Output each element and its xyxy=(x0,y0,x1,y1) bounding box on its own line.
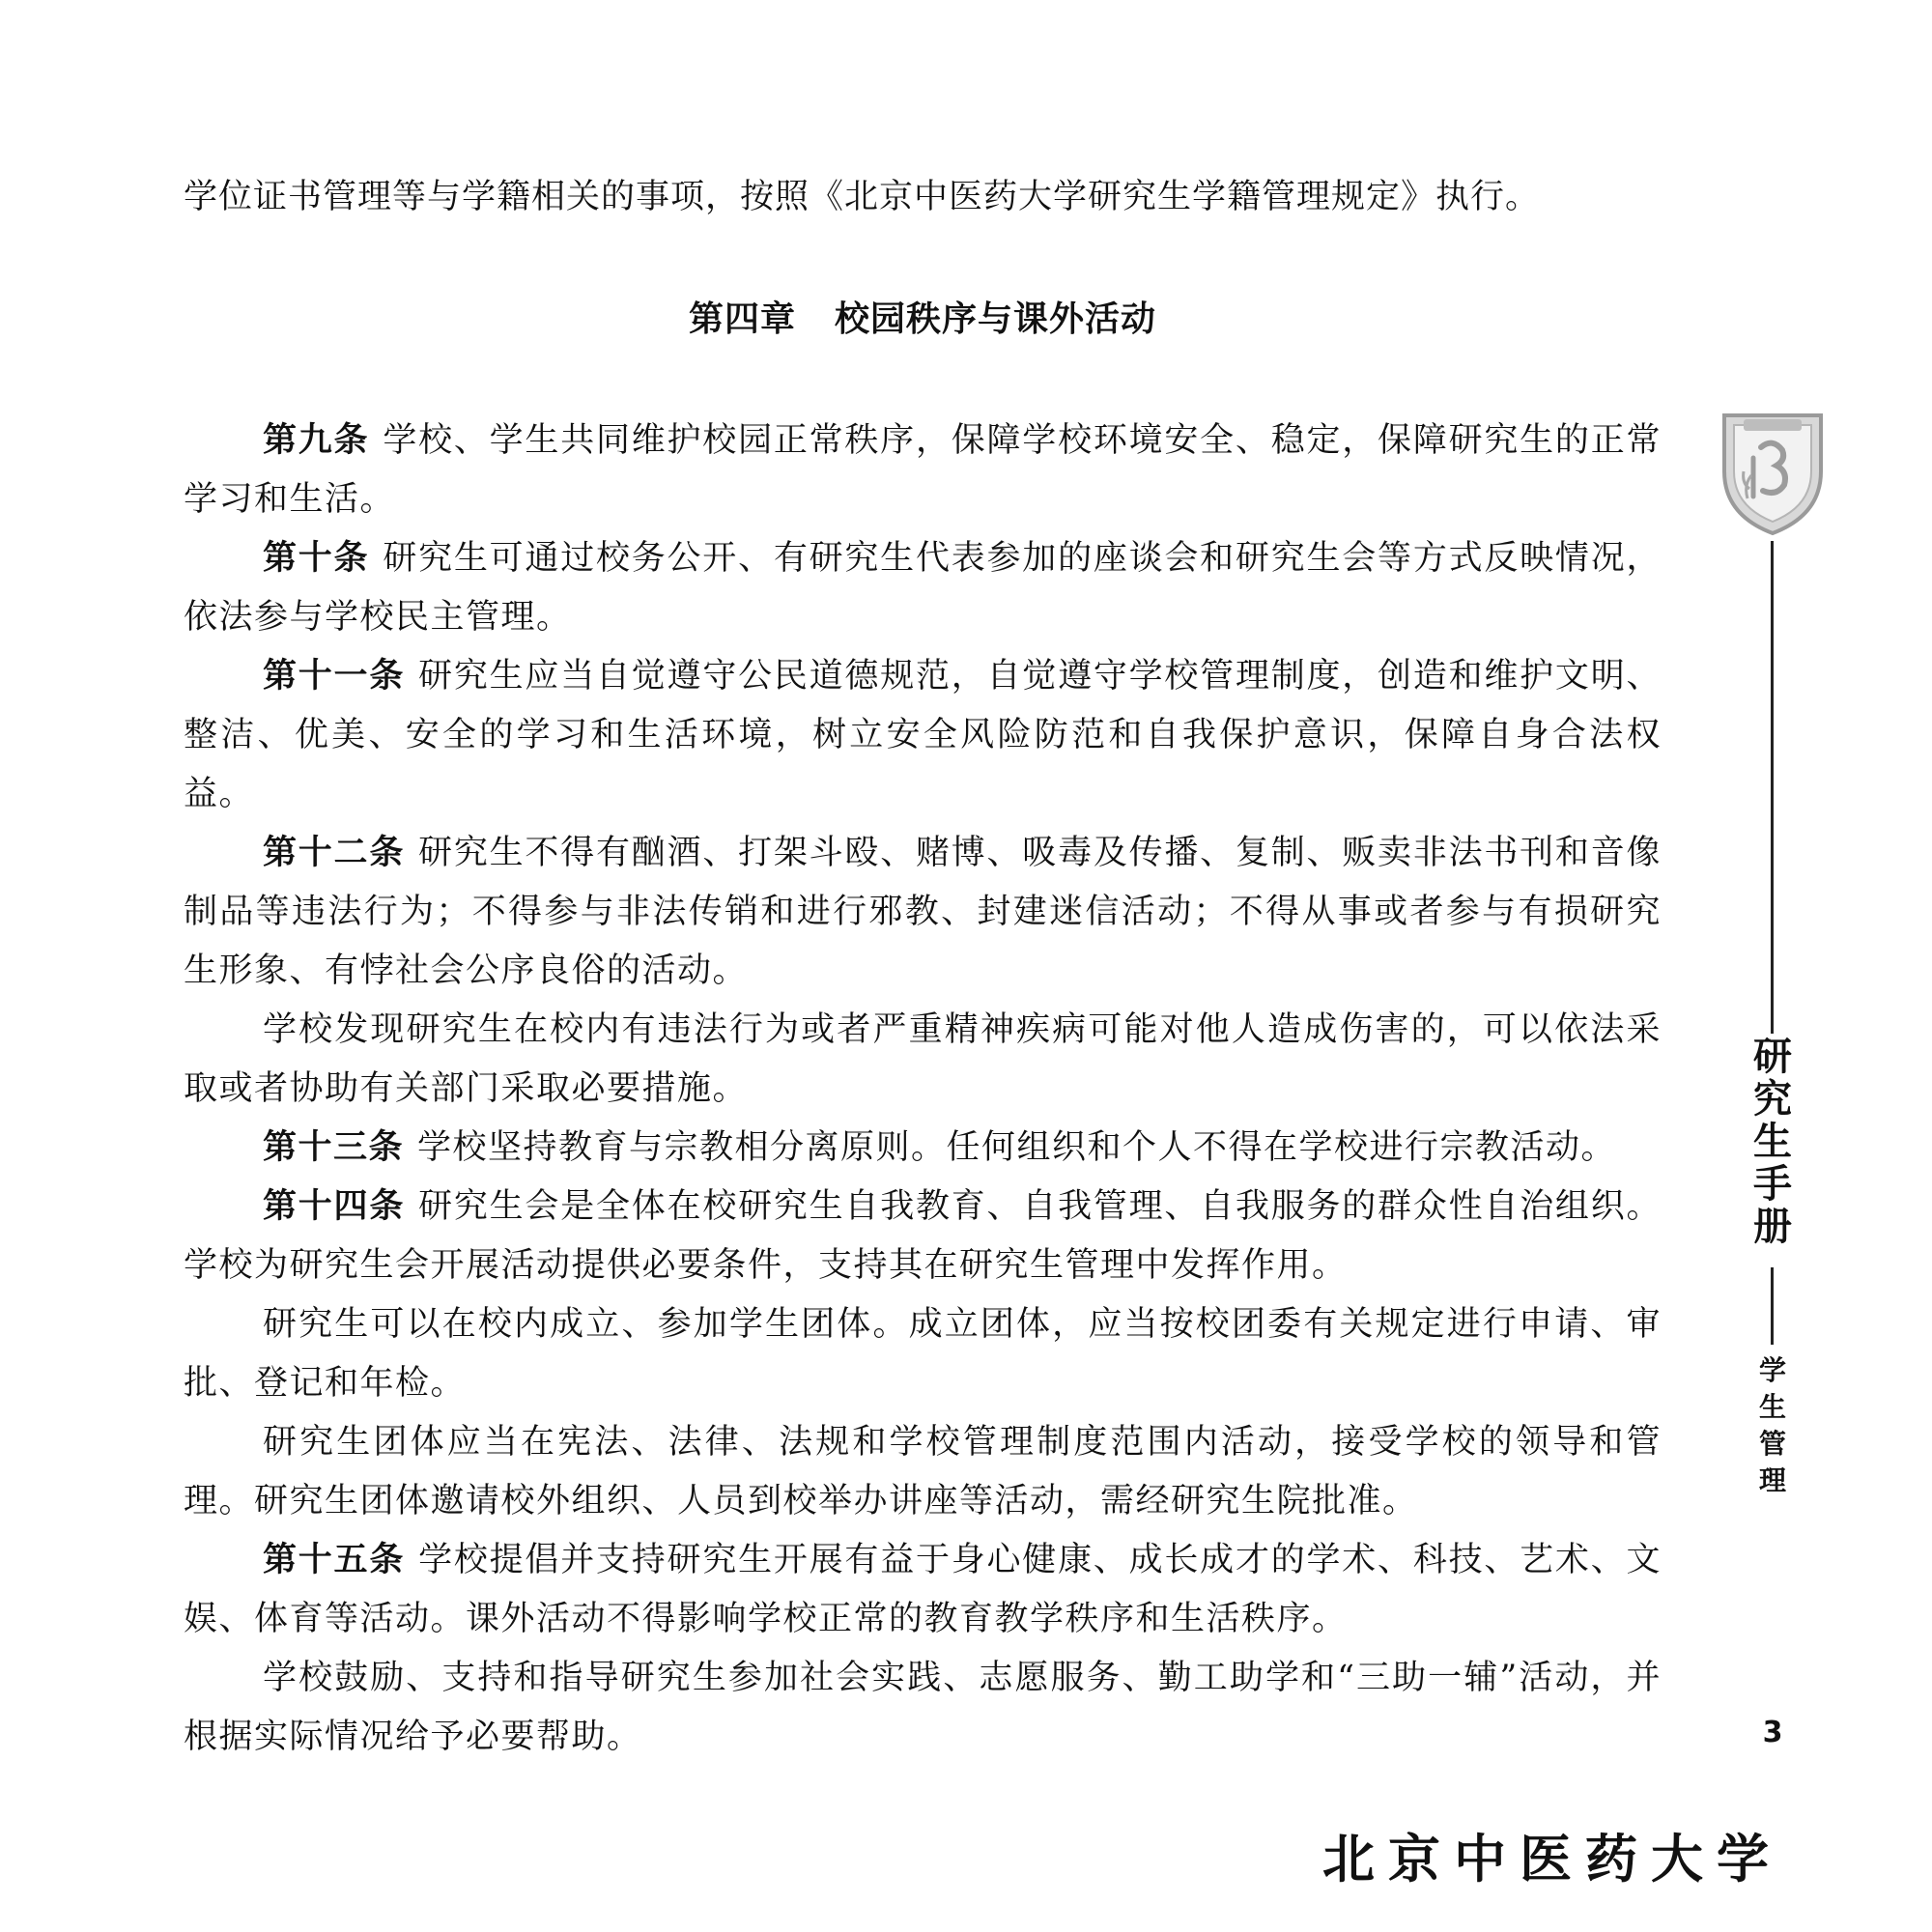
paragraph xyxy=(184,824,1662,1001)
article-text: 研究生应当自觉遵守公民道德规范，自觉遵守学校管理制度，创造和维护文明、整洁、优美、安全的学习和生活环境，树立安全风险防范和自我保护意识，保障自身合法权益。 xyxy=(184,657,1662,813)
article-number: 第十二条 xyxy=(263,834,406,872)
article-text: 学校鼓励、支持和指导研究生参加社会实践、志愿服务、勤工助学和“三助一辅”活动，并根据实际情况给予必要帮助。 xyxy=(184,1659,1662,1756)
article-number: 第九条 xyxy=(263,421,370,460)
article-number: 第十五条 xyxy=(263,1541,406,1579)
chapter-heading xyxy=(184,292,1662,341)
paragraph xyxy=(184,1531,1662,1649)
page-number: 3 xyxy=(1762,1716,1783,1749)
paragraph xyxy=(184,1413,1662,1531)
article-text: 研究生会是全体在校研究生自我教育、自我管理、自我服务的群众性自治组织。学校为研究生会开展活动提供必要条件，支持其在研究生管理中发挥作用。 xyxy=(184,1187,1662,1285)
article-text: 研究生可通过校务公开、有研究生代表参加的座谈会和研究生会等方式反映情况，依法参与学校民主管理。 xyxy=(184,539,1662,637)
article-text: 学校坚持教育与宗教相分离原则。任何组织和个人不得在学校进行宗教活动。 xyxy=(417,1128,1617,1167)
paragraph xyxy=(184,1001,1662,1119)
sidebar-handbook-title xyxy=(1751,1036,1794,1248)
article-text: 学校发现研究生在校内有违法行为或者严重精神疾病可能对他人造成伤害的，可以依法采取或者协助有关部门采取必要措施。 xyxy=(184,1010,1662,1108)
sidebar-section-char: 理 xyxy=(1758,1464,1786,1496)
sidebar-title-char: 手 xyxy=(1753,1162,1792,1207)
article-number: 第十条 xyxy=(263,539,370,578)
chapter-number: 第四章 xyxy=(688,299,796,339)
article-text: 研究生团体应当在宪法、法律、法规和学校管理制度范围内活动，接受学校的领导和管理。研究生团体邀请校外组织、人员到校举办讲座等活动，需经研究生院批准。 xyxy=(184,1423,1662,1520)
paragraph xyxy=(184,1178,1662,1295)
sidebar-title-char: 生 xyxy=(1753,1120,1792,1164)
sidebar-section-char: 生 xyxy=(1758,1391,1786,1423)
sidebar-section-char: 学 xyxy=(1758,1354,1786,1386)
article-text: 学校提倡并支持研究生开展有益于身心健康、成长成才的学术、科技、艺术、文娱、体育等活动。课外活动不得影响学校正常的教育教学秩序和生活秩序。 xyxy=(184,1541,1662,1638)
continuation-text: 学位证书管理等与学籍相关的事项，按照《北京中医药大学研究生学籍管理规定》执行。 xyxy=(184,178,1541,216)
sidebar-section-char: 管 xyxy=(1758,1428,1786,1460)
sidebar-title-char: 究 xyxy=(1753,1077,1792,1122)
paragraph xyxy=(184,529,1662,647)
sidebar-section-title xyxy=(1751,1352,1794,1499)
chapter-title: 校园秩序与课外活动 xyxy=(835,299,1157,339)
article-number: 第十三条 xyxy=(263,1128,405,1167)
article-text: 学校、学生共同维护校园正常秩序，保障学校环境安全、稳定，保障研究生的正常学习和生活。 xyxy=(184,421,1662,519)
sidebar-title-char: 册 xyxy=(1753,1205,1792,1249)
paragraph xyxy=(184,412,1662,529)
footer-university-name: 北京中医药大学 xyxy=(1322,1828,1782,1889)
paragraph xyxy=(184,647,1662,824)
sidebar-rule-top xyxy=(1771,541,1774,1034)
paragraph xyxy=(184,1649,1662,1767)
paragraph xyxy=(184,1119,1662,1178)
sidebar-title-char: 研 xyxy=(1753,1035,1792,1079)
sidebar-rule-middle xyxy=(1771,1267,1774,1345)
article-number: 第十一条 xyxy=(263,657,406,696)
article-list xyxy=(184,412,1662,1767)
article-number: 第十四条 xyxy=(263,1187,406,1226)
article-text: 研究生可以在校内成立、参加学生团体。成立团体，应当按校团委有关规定进行申请、审批、登记和年检。 xyxy=(184,1305,1662,1403)
article-text: 研究生不得有酗酒、打架斗殴、赌博、吸毒及传播、复制、贩卖非法书刊和音像制品等违法行为；不得参与非法传销和进行邪教、封建迷信活动；不得从事或者参与有损研究生形象、有悖社会公序良俗的活动。 xyxy=(184,834,1662,990)
paragraph xyxy=(184,1295,1662,1413)
university-emblem-icon xyxy=(1715,404,1831,539)
